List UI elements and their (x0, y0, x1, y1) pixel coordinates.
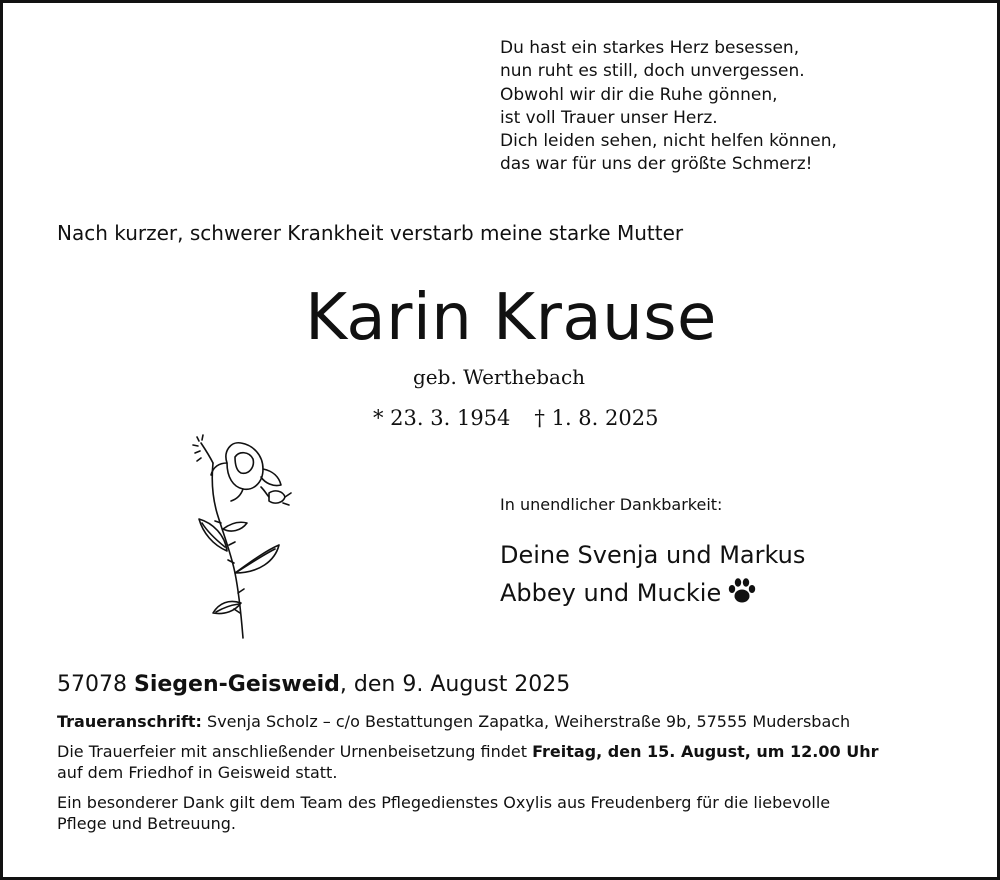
poem-line: Obwohl wir dir die Ruhe gönnen, (500, 84, 778, 105)
postcode: 57078 (57, 672, 127, 697)
death-date: † 1. 8. 2025 (534, 406, 659, 430)
mourner-line-pets: Abbey und Muckie (500, 574, 805, 612)
city: Siegen-Geisweid (134, 672, 340, 697)
gratitude-note: Ein besonderer Dank gilt dem Team des Pflegedienstes Oxylis aus Freudenberg für die liebevolle Pflege und Betreuung. (57, 792, 831, 833)
mourner-line: Deine Svenja und Markus (500, 541, 806, 569)
memorial-poem (500, 37, 970, 177)
thanks-heading: In unendlicher Dankbarkeit: (500, 495, 723, 514)
poem-line: Du hast ein starkes Herz besessen, (500, 38, 800, 58)
poem-line: nun ruht es still, doch unvergessen. (500, 61, 805, 82)
life-dates (373, 406, 658, 430)
announcement-date: , den 9. August 2025 (339, 672, 571, 697)
birth-date: * 23. 3. 1954 (373, 406, 511, 430)
rose-icon (183, 433, 303, 643)
death-announcement-intro: Nach kurzer, schwerer Krankheit verstarb meine starke Mutter (57, 221, 684, 245)
paw-icon (727, 577, 757, 605)
ceremony-details: Die Trauerfeier mit anschließender Urnenbeisetzung findet Freitag, den 15. August, um 12.00 Uhr auf dem Friedhof in Geisweid statt. (57, 741, 879, 782)
deceased-name: Karin Krause (305, 281, 717, 355)
maiden-name: geb. Werthebach (413, 365, 586, 389)
place-and-date (57, 672, 570, 697)
ceremony-time: Freitag, den 15. August, um 12.00 Uhr (532, 741, 879, 761)
poem-line: ist voll Trauer unser Herz. (500, 107, 718, 128)
funeral-information (57, 711, 977, 843)
mourning-address: Traueranschrift: Svenja Scholz – c/o Bestattungen Zapatka, Weiherstraße 9b, 57555 Mudersbach (57, 712, 851, 731)
poem-line: Dich leiden sehen, nicht helfen können, (500, 131, 837, 152)
poem-line: das war für uns der größte Schmerz! (500, 154, 813, 175)
mourners (500, 536, 805, 612)
